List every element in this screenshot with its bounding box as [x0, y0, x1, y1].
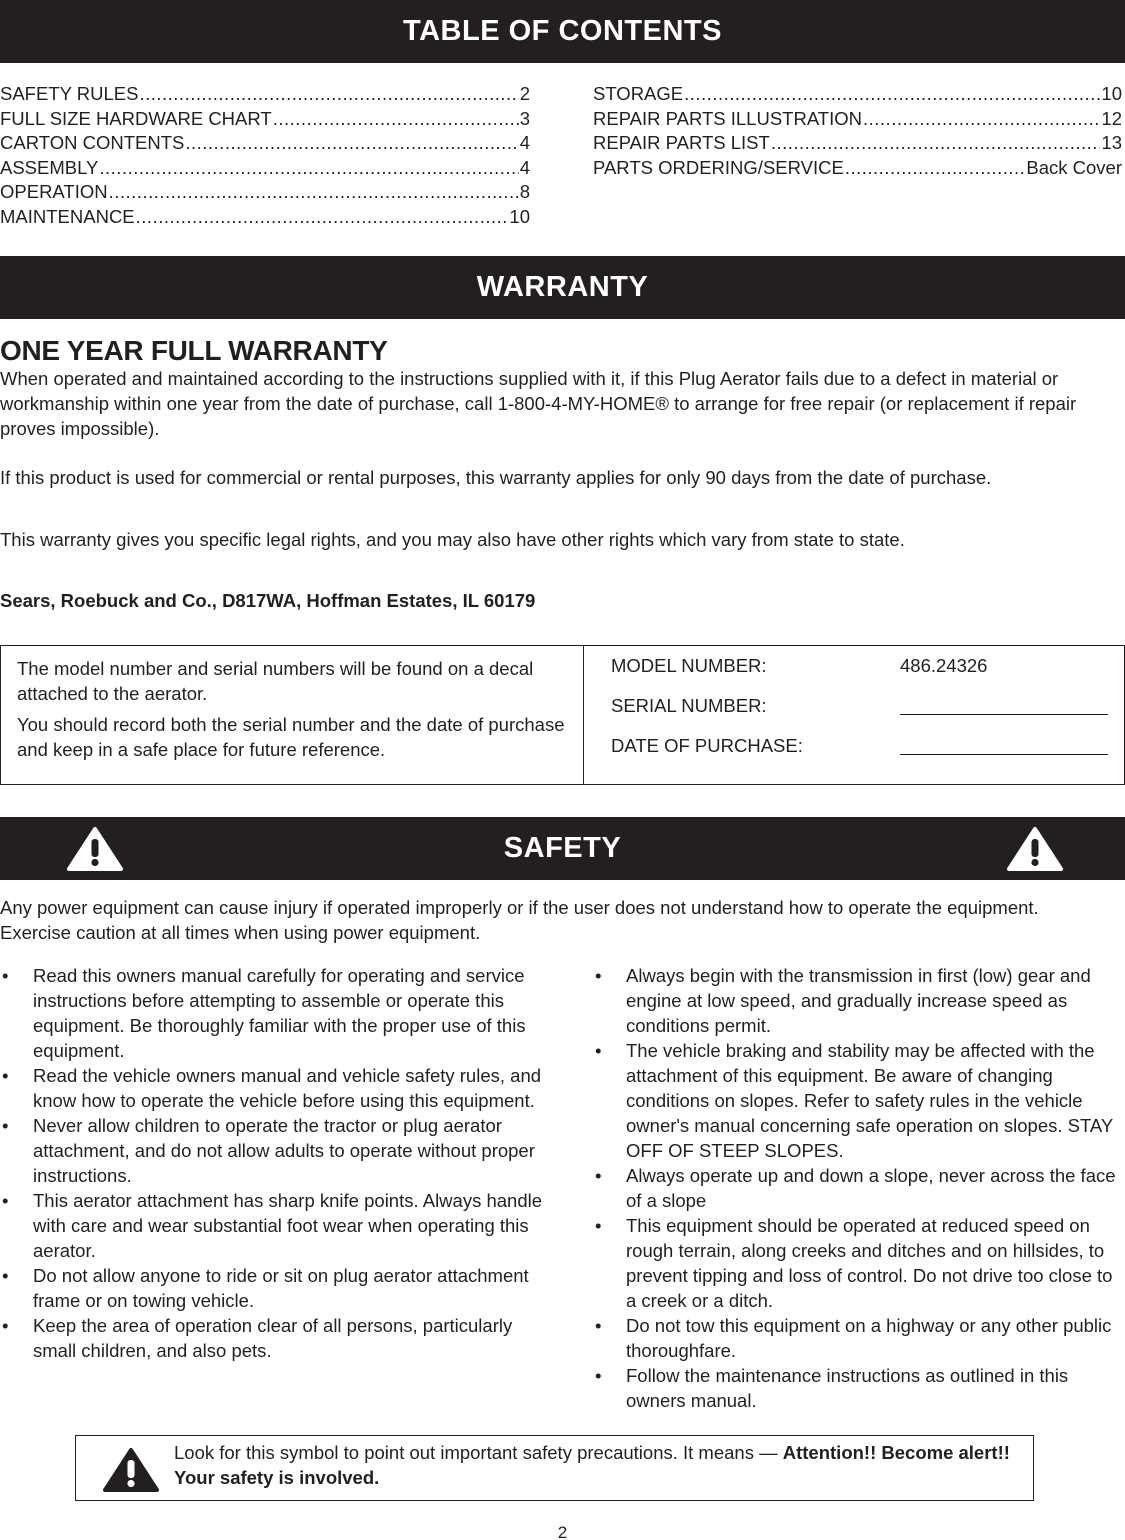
- safety-symbol-text: Look for this symbol to point out important safety precautions. It means — Attention!! Become alert!! Your safety is involved.: [174, 1442, 1010, 1488]
- record-fields: [584, 646, 1124, 784]
- warranty-heading: ONE YEAR FULL WARRANTY: [0, 335, 388, 366]
- toc-entry-label: MAINTENANCE: [0, 205, 135, 227]
- toc-entry: [0, 131, 530, 156]
- safety-rule: • Read the vehicle owners manual and vehicle safety rules, and know how to operate the vehicle before using this equipment.: [2, 1065, 542, 1111]
- toc-entry-label: FULL SIZE HARDWARE CHART: [0, 107, 272, 129]
- toc-entry-label: REPAIR PARTS LIST: [593, 132, 770, 153]
- safety-rule: • Do not tow this equipment on a highway or any other public thoroughfare.: [595, 1315, 1112, 1361]
- record-note: You should record both the serial number and the date of purchase and keep in a safe place for future reference.: [17, 714, 565, 760]
- toc-entry-page: 12: [1101, 107, 1122, 129]
- safety-rule: • Keep the area of operation clear of all persons, particularly small children, and also pets.: [2, 1315, 513, 1361]
- bullet: •: [2, 1265, 9, 1286]
- safety-symbol-box: [75, 1435, 1034, 1501]
- toc-entry-label: ASSEMBLY: [0, 156, 99, 178]
- warning-triangle-icon: [66, 826, 124, 872]
- warning-triangle-icon: [102, 1447, 160, 1493]
- toc-left-column: [0, 82, 530, 229]
- bullet: •: [2, 1115, 9, 1136]
- bullet: •: [2, 1065, 9, 1086]
- safety-rule: • Always operate up and down a slope, never across the face of a slope: [595, 1165, 1116, 1211]
- toc-entry-page: 10: [1101, 83, 1122, 104]
- attention-text: Attention!! Become alert!! Your safety is involved.: [174, 1442, 1010, 1488]
- toc-entry-page: 10: [509, 205, 530, 227]
- serial-number-blank: [900, 695, 1108, 715]
- toc-entry: [0, 205, 530, 230]
- model-number-row: [611, 655, 1108, 695]
- date-of-purchase-label: DATE OF PURCHASE:: [611, 735, 803, 756]
- toc-entry: [0, 82, 530, 107]
- warranty-address: Sears, Roebuck and Co., D817WA, Hoffman Estates, IL 60179: [0, 590, 536, 611]
- toc-entry-page: 13: [1101, 132, 1122, 153]
- bullet: •: [595, 1165, 602, 1186]
- toc-entry: [0, 156, 530, 181]
- bullet: •: [595, 1215, 602, 1236]
- safety-rule: • Never allow children to operate the tractor or plug aerator attachment, and do not allow adults to operate without proper instructions.: [2, 1115, 535, 1186]
- toc-entry: [593, 82, 1122, 107]
- toc-entry-page: 4: [519, 156, 530, 178]
- page-number: 2: [557, 1523, 568, 1540]
- toc-entry-page: 8: [519, 181, 530, 202]
- toc-right-column: [593, 82, 1122, 180]
- toc-entry-label: STORAGE: [593, 83, 684, 104]
- date-of-purchase-blank: [900, 735, 1108, 755]
- safety-title: SAFETY: [503, 832, 622, 864]
- bullet: •: [595, 1365, 602, 1386]
- warranty-banner: [0, 256, 1125, 319]
- toc-entry: [593, 107, 1122, 132]
- toc-entry-label: REPAIR PARTS ILLUSTRATION: [593, 107, 862, 129]
- toc-entry-label: PARTS ORDERING/SERVICE: [593, 156, 844, 178]
- safety-banner: [0, 817, 1125, 880]
- bullet: •: [2, 1190, 9, 1211]
- toc-entry-page: 2: [519, 83, 530, 104]
- safety-rule: • Always begin with the transmission in first (low) gear and engine at low speed, and gradually increase speed as conditions permit.: [595, 965, 1091, 1036]
- toc-entry: [0, 107, 530, 132]
- warranty-title: WARRANTY: [476, 271, 649, 303]
- serial-number-label: SERIAL NUMBER:: [611, 695, 767, 716]
- toc-entry: [593, 131, 1122, 156]
- bullet: •: [595, 965, 602, 986]
- toc-entry-label: SAFETY RULES: [0, 83, 139, 104]
- warranty-paragraph: When operated and maintained according to the instructions supplied with it, if this Plug Aerator fails due to a defect in material or workmanship within one year from the date of purchase, call 1-800-4-MY-HOME® to arrange for free repair (or replacement if repair proves impossible).: [0, 368, 1077, 439]
- warranty-paragraph: This warranty gives you specific legal rights, and you may also have other rights which vary from state to state.: [0, 529, 905, 550]
- safety-intro: Any power equipment can cause injury if operated improperly or if the user does not understand how to operate the equipment. Exercise caution at all times when using power equipment.: [0, 897, 1039, 943]
- toc-entry-page: 3: [519, 107, 530, 129]
- safety-rule: • Follow the maintenance instructions as outlined in this owners manual.: [595, 1365, 1069, 1411]
- toc-entry-label: OPERATION: [0, 181, 108, 202]
- bullet: •: [2, 1315, 9, 1336]
- model-number-label: MODEL NUMBER:: [611, 655, 767, 676]
- date-of-purchase-row: [611, 735, 1108, 775]
- model-number-value: 486.24326: [900, 655, 988, 676]
- toc-entry: [0, 180, 530, 205]
- record-note: The model number and serial numbers will be found on a decal attached to the aerator.: [17, 658, 534, 704]
- toc-entry-page: Back Cover: [1026, 156, 1122, 178]
- bullet: •: [2, 965, 9, 986]
- toc-entry: [593, 156, 1122, 181]
- safety-rule: • Do not allow anyone to ride or sit on plug aerator attachment frame or on towing vehicle.: [2, 1265, 529, 1311]
- toc-entry-label: CARTON CONTENTS: [0, 132, 185, 153]
- safety-rule: • Read this owners manual carefully for operating and service instructions before attempting to assemble or operate this equipment. Be thoroughly familiar with the proper use of this equipment.: [2, 965, 526, 1061]
- toc-banner: [0, 0, 1125, 63]
- warranty-paragraph: If this product is used for commercial or rental purposes, this warranty applies for only 90 days from the date of purchase.: [0, 467, 992, 488]
- serial-number-row: [611, 695, 1108, 735]
- safety-rule: • This equipment should be operated at reduced speed on rough terrain, along creeks and ditches and on hillsides, to prevent tipping and loss of control. Do not drive too close to a creek or a ditch.: [595, 1215, 1113, 1311]
- safety-rule: • The vehicle braking and stability may be affected with the attachment of this equipment. Be aware of changing conditions on slopes. Refer to safety rules in the vehicle owner's manual concerning safe operation on slopes. STAY OFF OF STEEP SLOPES.: [595, 1040, 1113, 1161]
- safety-rule: • This aerator attachment has sharp knife points. Always handle with care and wear substantial foot wear when operating this aerator.: [2, 1190, 543, 1261]
- record-box: [0, 645, 1125, 785]
- toc-entry-page: 4: [519, 132, 530, 153]
- toc-title: TABLE OF CONTENTS: [403, 15, 722, 47]
- safety-rules-right: [593, 963, 1125, 1413]
- safety-rules-left: [0, 963, 545, 1363]
- bullet: •: [595, 1040, 602, 1061]
- warning-triangle-icon: [1006, 826, 1064, 872]
- bullet: •: [595, 1315, 602, 1336]
- record-instructions: [1, 646, 584, 784]
